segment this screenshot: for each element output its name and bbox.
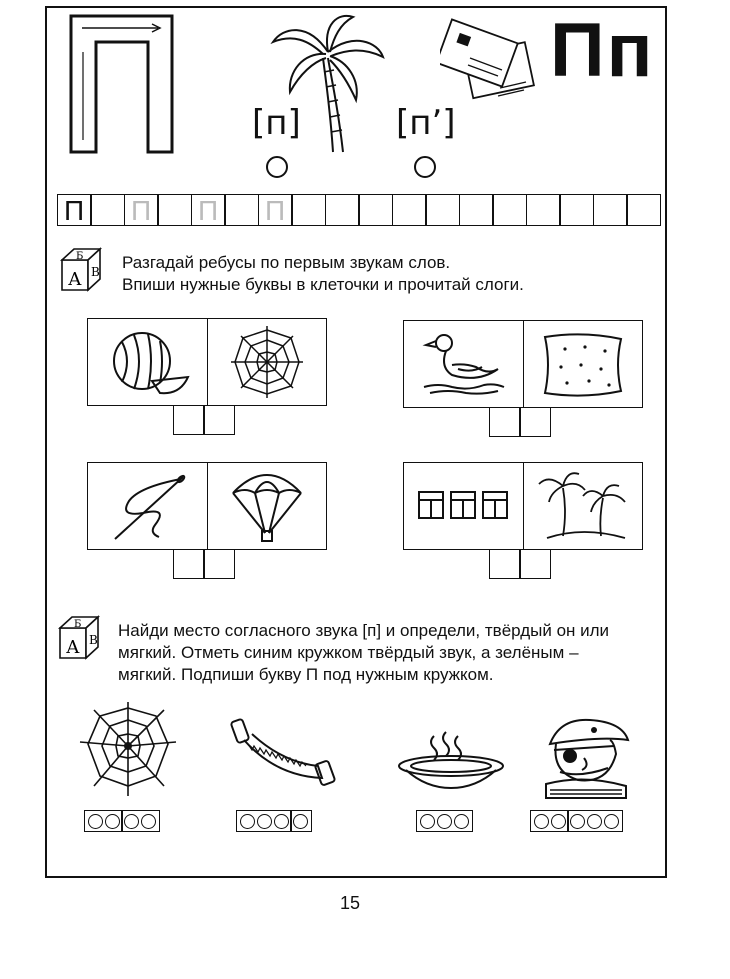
syllable-divider (121, 810, 123, 832)
answer-cell[interactable] (489, 549, 521, 579)
sound-hard-label: [п] (252, 103, 301, 143)
grid-cell[interactable] (425, 194, 460, 226)
answer-cell[interactable] (519, 407, 551, 437)
spiderweb-icon (78, 702, 178, 798)
answer-cell[interactable] (203, 405, 235, 435)
task1-line2: Впиши нужные буквы в клеточки и прочитай слоги. (122, 275, 524, 294)
sound-circle[interactable] (604, 814, 619, 829)
watermelon-icon (88, 319, 208, 405)
sound-circle[interactable] (141, 814, 156, 829)
grid-cell[interactable] (325, 194, 360, 226)
rebus-1 (87, 318, 327, 406)
sound-circle[interactable] (274, 814, 289, 829)
sound-circle[interactable] (257, 814, 272, 829)
abc-cube-icon (58, 246, 104, 292)
grid-cell[interactable] (459, 194, 494, 226)
page-number: 15 (340, 893, 361, 913)
sound-soft-label: [п’] (396, 103, 456, 143)
rebus-1-answer[interactable] (174, 405, 235, 435)
sound-circle-hard[interactable] (266, 156, 288, 178)
task2-line3: мягкий. Подпиши букву П под нужным кружком. (118, 665, 494, 684)
sound-circle[interactable] (88, 814, 103, 829)
answer-cell[interactable] (519, 549, 551, 579)
answer-cell[interactable] (489, 407, 521, 437)
sound-circle[interactable] (293, 814, 308, 829)
rebus-2-answer[interactable] (490, 407, 551, 437)
svg-text:В: В (89, 633, 98, 647)
grid-cell[interactable] (90, 194, 125, 226)
sound-circle[interactable] (587, 814, 602, 829)
grid-cell[interactable] (157, 194, 192, 226)
sound-circle[interactable] (551, 814, 566, 829)
answer-cell[interactable] (173, 549, 205, 579)
needle-icon (88, 463, 208, 549)
svg-text:Б: Б (76, 251, 84, 262)
rebus-3 (87, 462, 327, 550)
syllable-divider (567, 810, 569, 832)
duck-icon (404, 321, 524, 407)
task2-line2: мягкий. Отметь синим кружком твёрдый звук, а зелёным – (118, 643, 579, 662)
answer-cell[interactable] (203, 549, 235, 579)
cubes-icon (404, 463, 524, 549)
spiderweb-icon (208, 319, 327, 405)
svg-text:В: В (91, 265, 100, 279)
letter-pair-title: Пп (550, 8, 655, 93)
grid-cell[interactable] (526, 194, 561, 226)
sound-scheme-2[interactable] (236, 810, 312, 832)
grid-cell[interactable] (626, 194, 661, 226)
sound-circle[interactable] (240, 814, 255, 829)
grid-cell[interactable]: П (258, 194, 293, 226)
grid-cell[interactable] (559, 194, 594, 226)
abc-cube-icon (56, 614, 102, 660)
parachute-icon (208, 463, 327, 549)
sound-scheme-4[interactable] (530, 810, 623, 832)
soup-bowl-icon (396, 730, 506, 790)
grid-cell[interactable] (358, 194, 393, 226)
grid-cell[interactable]: П (57, 194, 92, 226)
sound-circle-soft[interactable] (414, 156, 436, 178)
rebus-3-answer[interactable] (174, 549, 235, 579)
sound-circle[interactable] (420, 814, 435, 829)
answer-cell[interactable] (173, 405, 205, 435)
grid-cell[interactable] (593, 194, 628, 226)
grid-cell[interactable]: П (191, 194, 226, 226)
sound-circle[interactable] (105, 814, 120, 829)
sound-circle[interactable] (124, 814, 139, 829)
pillow-icon (524, 321, 643, 407)
grid-cell[interactable]: П (124, 194, 159, 226)
task1-line1: Разгадай ребусы по первым звукам слов. (122, 253, 451, 272)
sound-circle[interactable] (454, 814, 469, 829)
sound-scheme-1[interactable] (84, 810, 160, 832)
sound-scheme-3[interactable] (416, 810, 473, 832)
letter-p-outline-icon (68, 12, 178, 157)
palms-icon (524, 463, 643, 549)
writing-grid[interactable] (58, 194, 675, 226)
task2-line1: Найди место согласного звука [п] и определи, твёрдый он или (118, 621, 610, 640)
grid-cell[interactable] (392, 194, 427, 226)
rebus-2 (403, 320, 643, 408)
svg-text:Б: Б (74, 619, 82, 630)
sound-circle[interactable] (437, 814, 452, 829)
grid-cell[interactable] (224, 194, 259, 226)
rebus-4-answer[interactable] (490, 549, 551, 579)
sound-circle[interactable] (570, 814, 585, 829)
grid-cell[interactable] (291, 194, 326, 226)
grid-cell[interactable] (492, 194, 527, 226)
pirate-icon (530, 714, 640, 800)
letters-envelopes-icon (440, 18, 550, 118)
svg-text:А: А (66, 637, 80, 658)
syllable-divider (290, 810, 292, 832)
svg-text:А: А (68, 269, 82, 290)
rebus-4 (403, 462, 643, 550)
saw-icon (226, 716, 338, 796)
sound-circle[interactable] (534, 814, 549, 829)
